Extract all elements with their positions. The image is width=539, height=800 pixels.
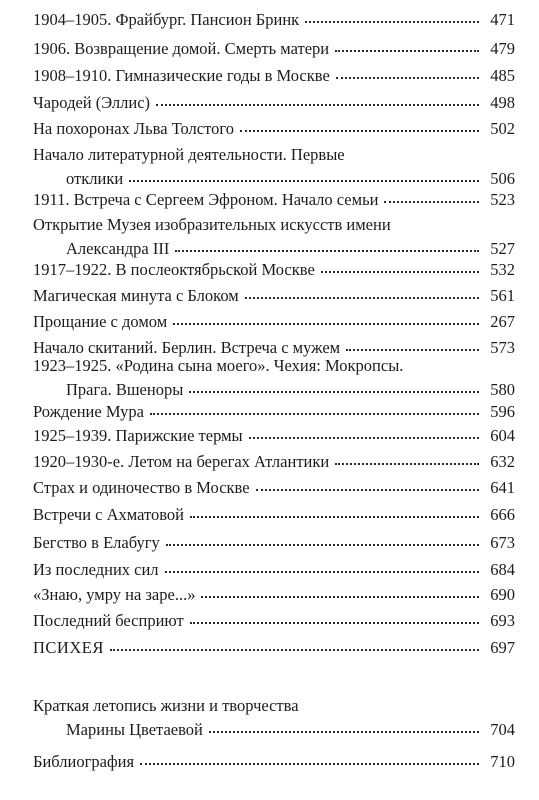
dot-leader: [156, 103, 479, 106]
dot-leader: [256, 488, 479, 491]
dot-leader: [321, 270, 479, 273]
dot-leader: [140, 762, 479, 765]
toc-entry-text: 1923–1925. «Родина сына моего». Чехия: Мокропсы.: [33, 356, 404, 375]
toc-page-number: 641: [490, 478, 515, 497]
toc-page-number: 502: [490, 119, 515, 138]
toc-entry: [33, 450, 515, 474]
toc-entry-title: [33, 450, 515, 474]
toc-entry: [33, 424, 515, 448]
toc-entry-text: Последний бесприют: [33, 611, 184, 630]
toc-entry-title: [33, 310, 515, 334]
toc-entry: [33, 8, 515, 32]
toc-page-number: 632: [490, 452, 515, 471]
toc-entry: [33, 750, 515, 774]
toc-entry: [33, 354, 515, 402]
toc-entry-text: На похоронах Льва Толстого: [33, 119, 234, 138]
dot-leader: [335, 49, 479, 52]
toc-page-number: 710: [490, 752, 515, 771]
toc-entry-title-continued: [33, 378, 515, 402]
toc-page-number: 697: [490, 638, 515, 657]
dot-leader: [190, 621, 479, 624]
toc-entry-title: [33, 64, 515, 88]
toc-entry-text: Рождение Мура: [33, 402, 144, 421]
dot-leader: [245, 296, 479, 299]
toc-entry: [33, 609, 515, 633]
dot-leader: [165, 570, 479, 573]
toc-entry-text: Бегство в Елабугу: [33, 533, 160, 552]
toc-entry-text: Марины Цветаевой: [66, 720, 203, 739]
toc-entry-title: [33, 284, 515, 308]
toc-entry: [33, 213, 515, 261]
toc-entry-title: [33, 636, 515, 660]
toc-entry-title: [33, 143, 515, 167]
toc-entry-text: Начало скитаний. Берлин. Встреча с мужем: [33, 338, 341, 357]
dot-leader: [175, 249, 479, 252]
toc-entry-text: отклики: [66, 169, 124, 188]
toc-entry-text: Краткая летопись жизни и творчества: [33, 696, 299, 715]
toc-page-number: 673: [490, 533, 515, 552]
toc-entry: [33, 503, 515, 527]
dot-leader: [173, 322, 479, 325]
toc-page-number: 532: [490, 260, 515, 279]
toc-entry: [33, 531, 515, 555]
dot-leader: [190, 515, 479, 518]
toc-entry-title: [33, 609, 515, 633]
dot-leader: [166, 543, 479, 546]
toc-entry-text: 1925–1939. Парижские термы: [33, 426, 243, 445]
toc-entry-text: «Знаю, умру на заре...»: [33, 585, 196, 604]
toc-page-number: 479: [490, 39, 515, 58]
toc-entry: [33, 64, 515, 88]
toc-entry-text: Чародей (Эллис): [33, 93, 151, 112]
toc-entry: [33, 400, 515, 424]
toc-page-number: 498: [490, 93, 515, 112]
toc-entry-text: Магическая минута с Блоком: [33, 286, 239, 305]
toc-page-number: 267: [490, 312, 515, 331]
toc-page-number: 690: [490, 585, 515, 604]
dot-leader: [209, 730, 479, 733]
toc-entry-title: [33, 531, 515, 555]
toc-entry-text: Страх и одиночество в Москве: [33, 478, 250, 497]
toc-entry: [33, 143, 515, 191]
toc-entry-text: 1908–1910. Гимназические годы в Москве: [33, 66, 330, 85]
toc-entry-text: 1906. Возвращение домой. Смерть матери: [33, 39, 330, 58]
dot-leader: [129, 179, 479, 182]
dot-leader: [110, 648, 479, 651]
toc-page-number: 527: [490, 239, 515, 258]
toc-entry-text: Встречи с Ахматовой: [33, 505, 184, 524]
toc-page-number: 596: [490, 402, 515, 421]
toc-entry: [33, 188, 515, 212]
toc-entry-title: [33, 583, 515, 607]
toc-entry-text: Из последних сил: [33, 560, 159, 579]
toc-entry: [33, 117, 515, 141]
toc-entry-title: [33, 424, 515, 448]
toc-entry: [33, 583, 515, 607]
toc-page-number: 485: [490, 66, 515, 85]
toc-entry: [33, 284, 515, 308]
toc-entry-title: [33, 258, 515, 282]
toc-entry-text: Александра III: [66, 239, 170, 258]
dot-leader: [249, 436, 479, 439]
toc-entry: [33, 37, 515, 61]
toc-entry-text: 1917–1922. В послеоктябрьской Москве: [33, 260, 315, 279]
toc-page-number: 704: [490, 720, 515, 739]
dot-leader: [384, 200, 479, 203]
toc-entry: [33, 694, 515, 742]
toc-page-number: 523: [490, 190, 515, 209]
toc-page-number: 580: [490, 380, 515, 399]
toc-entry-text: 1920–1930-е. Летом на берегах Атлантики: [33, 452, 330, 471]
dot-leader: [336, 76, 479, 79]
toc-entry-title: [33, 91, 515, 115]
toc-entry-title-continued: [33, 718, 515, 742]
toc-entry-title: [33, 503, 515, 527]
toc-entry: [33, 636, 515, 660]
toc-entry-text: Прага. Вшеноры: [66, 380, 184, 399]
toc-page-number: 471: [490, 10, 515, 29]
toc-entry-title: [33, 37, 515, 61]
toc-entry-title: [33, 213, 515, 237]
toc-entry-title: [33, 8, 515, 32]
toc-entry: [33, 476, 515, 500]
dot-leader: [150, 412, 479, 415]
toc-page-number: 573: [490, 338, 515, 357]
toc-entry-text: 1904–1905. Фрайбург. Пансион Бринк: [33, 10, 300, 29]
toc-entry-title: [33, 400, 515, 424]
toc-page-number: 693: [490, 611, 515, 630]
toc-entry-title: [33, 354, 515, 378]
toc-page-number: 684: [490, 560, 515, 579]
toc-entry: [33, 91, 515, 115]
toc-page-number: 604: [490, 426, 515, 445]
dot-leader: [335, 462, 479, 465]
toc-entry: [33, 258, 515, 282]
toc-page-number: 561: [490, 286, 515, 305]
toc-entry-title: [33, 750, 515, 774]
toc-page-number: 666: [490, 505, 515, 524]
toc-page-number: 506: [490, 169, 515, 188]
toc-entry-title: [33, 117, 515, 141]
toc-entry-text: Начало литературной деятельности. Первые: [33, 145, 345, 164]
toc-entry-text: Открытие Музея изобразительных искусств имени: [33, 215, 391, 234]
dot-leader: [240, 129, 479, 132]
toc-entry-text: Библиография: [33, 752, 135, 771]
dot-leader: [305, 20, 479, 23]
toc-entry-title: [33, 188, 515, 212]
toc-entry: [33, 310, 515, 334]
toc-entry-title: [33, 476, 515, 500]
dot-leader: [201, 595, 479, 598]
toc-entry-text: 1911. Встреча с Сергеем Эфроном. Начало семьи: [33, 190, 379, 209]
toc-entry: [33, 558, 515, 582]
dot-leader: [189, 390, 479, 393]
toc-entry-text: Прощание с домом: [33, 312, 168, 331]
dot-leader: [346, 348, 479, 351]
toc-entry-title: [33, 694, 515, 718]
toc-entry-text: ПСИХЕЯ: [33, 638, 104, 657]
toc-entry-title: [33, 558, 515, 582]
